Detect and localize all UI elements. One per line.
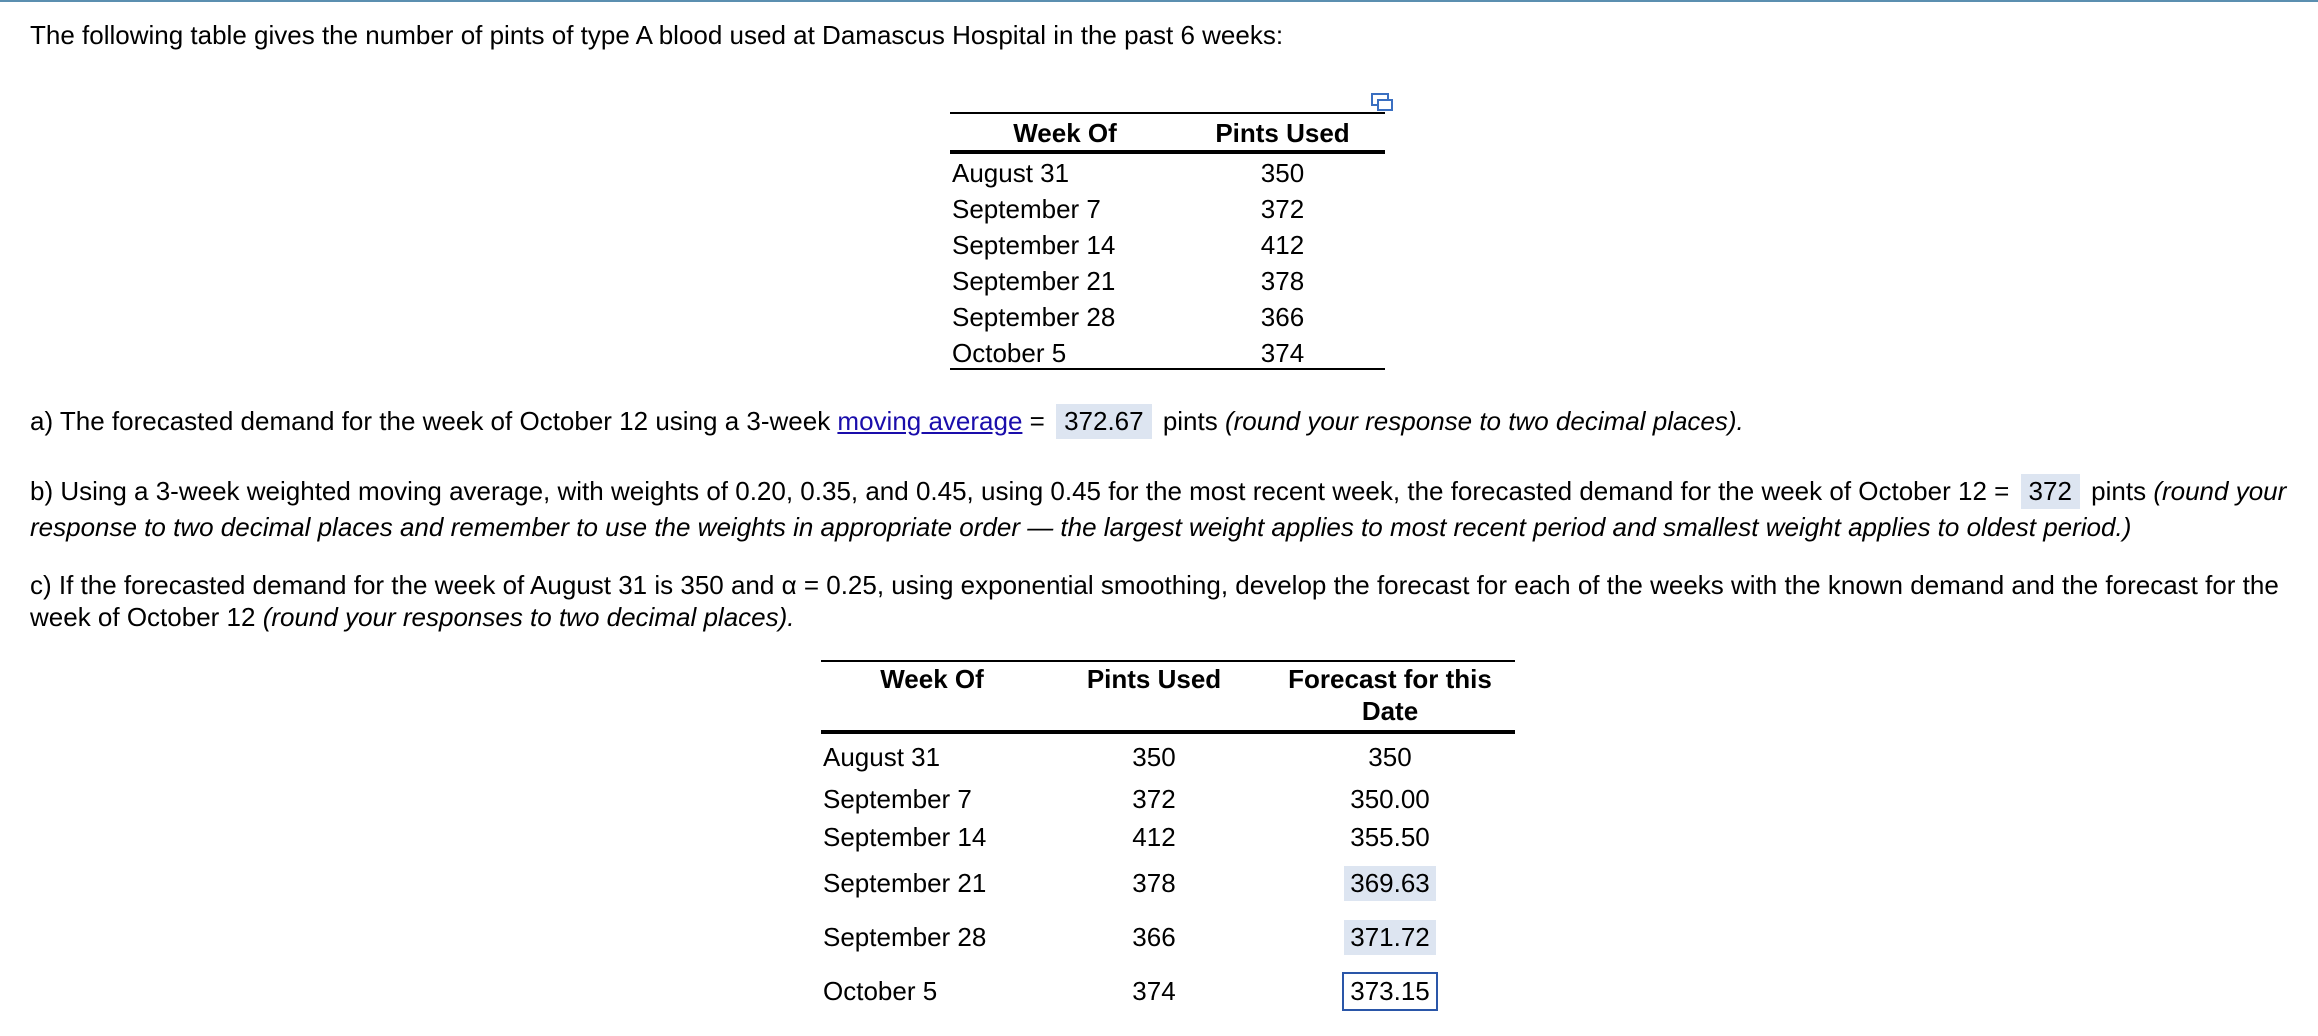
- pints-cell: 374: [1132, 976, 1176, 1006]
- week-cell: September 21: [952, 266, 1116, 296]
- pints-cell: 372: [1132, 784, 1176, 814]
- question-a: [30, 404, 1744, 439]
- pints-cell: 412: [1132, 822, 1176, 852]
- week-cell: September 28: [823, 922, 987, 952]
- header-week-of: Week Of: [880, 664, 984, 694]
- table-header-rule: [821, 730, 1515, 734]
- forecast-cell: 350: [1368, 742, 1412, 772]
- table-row: [950, 334, 1385, 370]
- forecast-cell: [1265, 866, 1515, 901]
- forecast-cell: [1265, 972, 1515, 1011]
- week-cell: September 7: [823, 784, 972, 814]
- question-b-line1: [30, 474, 2286, 509]
- week-cell: September 7: [952, 194, 1101, 224]
- table-row: [821, 738, 1515, 774]
- pints-cell: 366: [1260, 302, 1305, 332]
- header-week-of: Week Of: [1013, 118, 1117, 148]
- table-row: [821, 972, 1515, 1008]
- top-rule: [0, 0, 2318, 2]
- table-row: [821, 780, 1515, 816]
- question-b-unit: pints: [2083, 476, 2154, 506]
- week-cell: August 31: [952, 158, 1070, 188]
- header-forecast-line1: Forecast for this: [1288, 664, 1492, 694]
- question-c-text: week of October 12: [30, 602, 263, 632]
- table-row: [950, 262, 1385, 298]
- week-cell: October 5: [952, 338, 1067, 368]
- pints-cell: 412: [1260, 230, 1305, 260]
- week-cell: October 5: [823, 976, 938, 1006]
- pints-cell: 350: [1260, 158, 1305, 188]
- answer-b-field[interactable]: 372: [2021, 474, 2080, 509]
- table-header: [950, 114, 1385, 150]
- table-row: [950, 154, 1385, 190]
- table-row: [950, 226, 1385, 262]
- table-top-rule: [821, 660, 1515, 662]
- forecast-cell: [1265, 920, 1515, 955]
- pints-cell: 372: [1260, 194, 1305, 224]
- question-a-unit: pints: [1155, 406, 1225, 436]
- forecast-answer-field[interactable]: 371.72: [1344, 920, 1436, 955]
- week-cell: September 14: [952, 230, 1116, 260]
- question-c-note: (round your responses to two decimal places).: [262, 602, 795, 632]
- question-c-line1: c) If the forecasted demand for the week of August 31 is 350 and α = 0.25, using exponential smoothing, develop the forecast for each of the weeks with the known demand and the forecast for the: [30, 570, 2279, 600]
- question-a-eq: =: [1022, 406, 1053, 436]
- question-a-prefix: a) The forecasted demand for the week of October 12 using a 3-week: [30, 406, 838, 436]
- header-pints-used: Pints Used: [1215, 118, 1350, 148]
- pints-cell: 374: [1260, 338, 1305, 368]
- forecast-cell: 350.00: [1350, 784, 1430, 814]
- week-cell: September 14: [823, 822, 987, 852]
- moving-average-link[interactable]: moving average: [837, 406, 1023, 436]
- question-b-line2: response to two decimal places and remember to use the weights in appropriate order — the largest weight applies to most recent period and smallest weight applies to oldest period.): [30, 512, 2132, 542]
- pints-cell: 366: [1132, 922, 1176, 952]
- question-c-line2: [30, 602, 795, 633]
- pints-cell: 350: [1132, 742, 1176, 772]
- forecast-answer-field[interactable]: 369.63: [1344, 866, 1436, 901]
- week-cell: September 28: [952, 302, 1116, 332]
- expand-table-icon[interactable]: [1370, 88, 1394, 108]
- intro-text: The following table gives the number of pints of type A blood used at Damascus Hospital in the past 6 weeks:: [30, 20, 1284, 50]
- week-cell: September 21: [823, 868, 987, 898]
- pints-cell: 378: [1260, 266, 1305, 296]
- header-forecast-line2: Date: [1361, 696, 1419, 726]
- table-row: [821, 818, 1515, 854]
- question-b-text: b) Using a 3-week weighted moving average, with weights of 0.20, 0.35, and 0.45, using 0.45 for the most recent week, the forecasted demand for the week of October 12 =: [30, 476, 2017, 506]
- table-bottom-rule: [950, 368, 1385, 370]
- table-row: [821, 864, 1515, 900]
- header-pints-used: Pints Used: [1086, 664, 1222, 694]
- forecast-answer-field-active[interactable]: 373.15: [1342, 972, 1438, 1011]
- forecast-cell: 355.50: [1350, 822, 1430, 852]
- table-row: [821, 918, 1515, 954]
- question-a-note: (round your response to two decimal places).: [1224, 406, 1744, 436]
- week-cell: August 31: [823, 742, 941, 772]
- answer-a-field[interactable]: 372.67: [1056, 404, 1152, 439]
- table-row: [950, 298, 1385, 334]
- pints-cell: 378: [1132, 868, 1176, 898]
- question-b-note: (round your: [2153, 476, 2287, 506]
- table-row: [950, 190, 1385, 226]
